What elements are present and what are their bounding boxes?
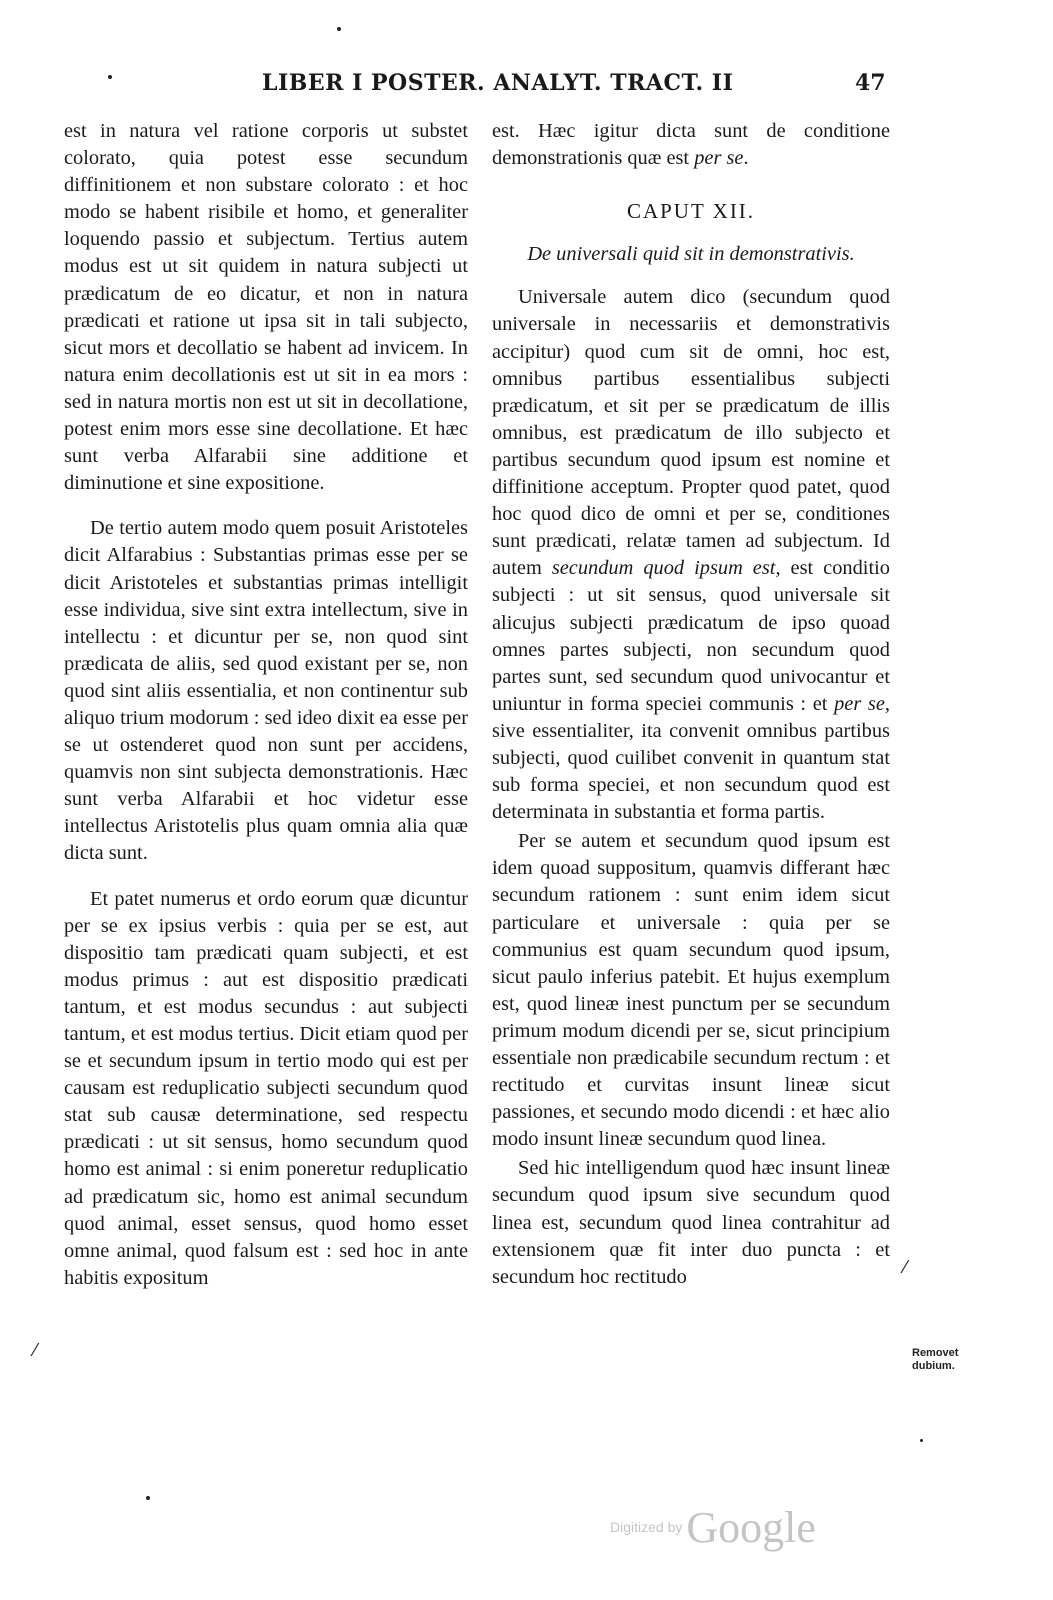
left-paragraph-2: De tertio autem modo quem posuit Aristoteles dicit Alfarabius : Substantias primas esse per se dicit Aristoteles et substantias primas intelligit esse individua, sive sint extra intellectum, sive in intellectu : et dicuntur per se, non quod sint prædicata de aliis, sed quod existant per se, non quod sint aliis essentialia, et non continentur sub aliquo trium modorum : sed ideo dixit ea esse per se ut ostenderet quod non sunt per accidens, quamvis non sint subjecta demonstrationis. Hæc sunt verba Alfarabii et hoc videtur esse intellectus Aristotelis plus quam omnia alia quæ dicta sunt.: [64, 517, 468, 865]
watermark-digitized-by: Digitized by: [610, 1519, 683, 1535]
right-p0-italic: per se: [694, 147, 744, 170]
right-paragraph-3: Sed hic intelligendum quod hæc insunt lineæ secundum quod ipsum sive secundum quod linea est, secundum quod linea contrahitur ad extensionem quæ fit inter duo puncta : et secundum hoc rectitudo: [492, 1157, 890, 1288]
left-paragraph-1: est in natura vel ratione corporis ut substet colorato, quia potest esse secundum diffinitionem et non substare colorato : et hoc modo se habent risibile et homo, et generaliter loquendo passio et subjectum. Tertius autem modus est ut sit quidem in natura subjecti ut prædicatum de eo dicatur, et non in natura prædicati et ratione ut ipsa sit in tali subjecto, sicut mors et decollatio se habent ad invicem. In natura enim decollationis est ut sit in ea mors : sed in natura mortis non est ut sit in decollatione, potest enim mors esse sine decollatione. Et hæc sunt verba Alfarabii sine additione et diminutione et sine expositione.: [64, 120, 468, 495]
print-speck: [146, 1496, 150, 1500]
left-paragraph-3: Et patet numerus et ordo eorum quæ dicuntur per se ex ipsius verbis : quia per se est, aut dispositio tam prædicati quam subjecti, et est modus primus : aut est dispositio prædicati tantum, et est modus secundus : aut subjecti tantum, et est modus tertius. Dicit etiam quod per se et secundum ipsum in tertio modo qui est per causam est reduplicatio subjecti secundum quod stat sub causæ determinatione, sed respectu prædicati : ut sit sensus, homo secundum quod homo est animal : si enim poneretur reduplicatio ad prædicatum sic, homo est animal secundum quod animal, esset sensus, quod homo esset omne animal, quod falsum est : sed hoc in ante habitis expositum: [64, 887, 468, 1289]
print-speck: [920, 1439, 923, 1442]
right-column: [492, 118, 890, 1291]
right-p0-text: est. Hæc igitur dicta sunt de conditione demonstrationis quæ est: [492, 120, 890, 170]
left-column: [64, 118, 468, 1292]
margin-tick-mark: ⁄: [34, 1340, 38, 1360]
margin-note: [912, 1347, 958, 1373]
right-p1-italic-1: secundum quod ipsum est: [551, 557, 776, 580]
right-p1-text-a: Universale autem dico (secundum quod universale in necessariis et demonstrativis accipitur) quod cum sit de omni, hoc est, omnibus partibus essentialibus subjecti prædicatum, et sit per se prædicatum de illis omnibus, est prædicatum de illo subjecto et partibus secundum quod ipsum est nomine et diffinitione acceptum. Propter quod patet, quod hoc quod dico de omni et per se, conditiones sunt prædicati, relatæ tamen ad subjectum. Id autem: [492, 286, 890, 580]
right-p0-end: .: [743, 147, 749, 170]
margin-note-line-2: dubium.: [912, 1360, 955, 1372]
margin-note-line-1: Removet: [912, 1347, 959, 1359]
chapter-heading: CAPUT XII.: [626, 199, 756, 224]
print-speck: [337, 27, 341, 31]
page-number: 47: [855, 70, 886, 96]
right-p1-text-b: , est conditio subjecti : ut sit sensus, quod universale sit alicujus subjecti prædicatum de ipso quoad omnes partes subjecti, non secundum quod partes sunt, sed secundum quod univocantur et uniuntur in forma speciei communis : et: [492, 557, 890, 715]
right-p1-italic-2: per se: [834, 692, 885, 715]
right-p1-text-c: , sive essentialiter, ita convenit omnibus partibus subjecti, quod cuilibet convenit in quantum stat sub forma speciei, et non secundum quod est determinata in substantia et forma partis.: [492, 692, 891, 824]
print-speck: [108, 75, 112, 79]
right-paragraph-1: [492, 284, 890, 826]
right-paragraph-0: [492, 118, 890, 172]
google-watermark: [610, 1502, 816, 1553]
google-logo: Google: [686, 1503, 816, 1552]
chapter-title: De universali quid sit in demonstrativis.: [527, 243, 855, 266]
running-title: LIBER I POSTER. ANALYT. TRACT. II: [262, 70, 734, 96]
margin-tick-mark: ⁄: [904, 1257, 908, 1277]
right-paragraph-2: Per se autem et secundum quod ipsum est idem quoad suppositum, quamvis differant hæc secundum rationem : sunt enim idem sicut particulare et universale : quia per se communius est quam secundum quod ipsum, sicut paulo inferius patebit. Et hujus exemplum est, quod lineæ inest punctum per se secundum primum modum dicendi per se, sicut principium essentiale non prædicabile secundum rectum : et rectitudo et curvitas insunt lineæ sicut passiones, et secundo modo dicendi : et hæc alio modo insunt lineæ secundum quod linea.: [492, 830, 890, 1151]
